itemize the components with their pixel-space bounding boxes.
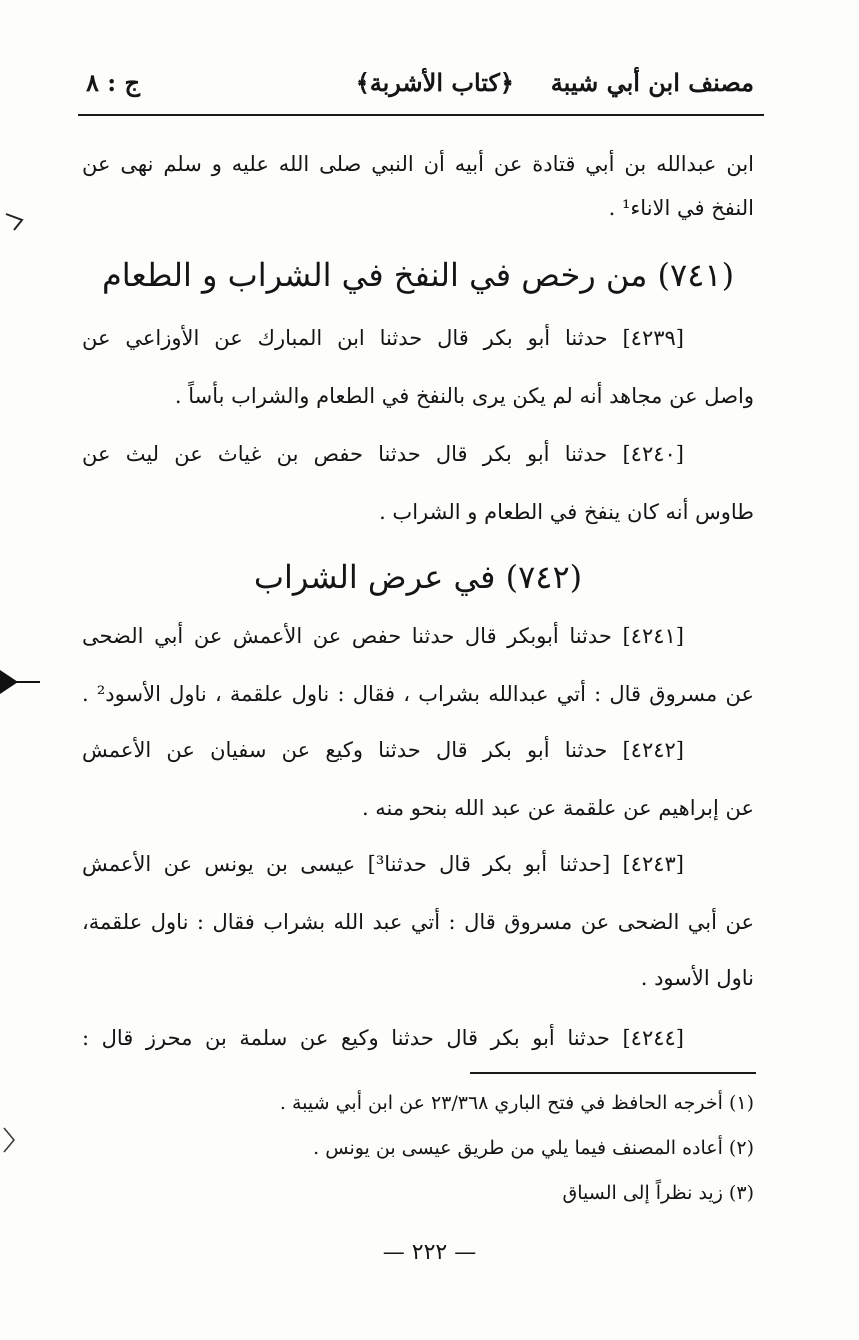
hadith-4243-line: عن أبي الضحى عن مسروق قال : أتي عبد الله بشراب فقال : ناول علقمة،	[82, 910, 754, 934]
header-rule	[78, 114, 764, 116]
footnote-3: (٣) زيد نظراً إلى السياق	[562, 1182, 754, 1204]
text-line: النفخ في الاناء¹ .	[608, 196, 754, 220]
hadith-4239-line: [٤٢٣٩] حدثنا أبو بكر قال حدثنا ابن المبارك عن الأوزاعي عن	[82, 326, 684, 350]
text-line: ابن عبدالله بن أبي قتادة عن أبيه أن النبي صلى الله عليه و سلم نهى عن	[82, 152, 754, 176]
scan-margin-mark	[0, 200, 40, 240]
hadith-4241-line: عن مسروق قال : أتي عبدالله بشراب ، فقال : ناول علقمة ، ناول الأسود² .	[82, 682, 754, 706]
hadith-4239-line: واصل عن مجاهد أنه لم يكن يرى بالنفخ في الطعام والشراب بأساً .	[174, 384, 754, 408]
page-number: — ٢٢٢ —	[382, 1240, 477, 1265]
running-header	[78, 62, 764, 114]
hadith-4244-line: [٤٢٤٤] حدثنا أبو بكر قال حدثنا وكيع عن سلمة بن محرز قال :	[82, 1026, 684, 1050]
book-title: مصنف ابن أبي شيبة	[550, 68, 754, 97]
chapter-heading-742: (٧٤٢) في عرض الشراب	[253, 558, 583, 596]
volume-number: ج : ٨	[86, 68, 140, 97]
hadith-4240-line: طاوس أنه كان ينفخ في الطعام و الشراب .	[379, 500, 754, 524]
hadith-4240-line: [٤٢٤٠] حدثنا أبو بكر قال حدثنا حفص بن غياث عن ليث عن	[82, 442, 684, 466]
footnote-2: (٢) أعاده المصنف فيما يلي من طريق عيسى بن يونس .	[313, 1137, 754, 1159]
scan-margin-mark	[0, 1120, 30, 1160]
section-title: ﴿كتاب الأشربة﴾	[355, 68, 514, 97]
footnote-rule	[470, 1072, 756, 1074]
hadith-4243-line: [٤٢٤٣] [حدثنا أبو بكر قال حدثنا³] عيسى بن يونس عن الأعمش	[82, 852, 684, 876]
footnote-1: (١) أخرجه الحافظ في فتح الباري ٢٣/٣٦٨ عن ابن أبي شيبة .	[279, 1092, 754, 1114]
hadith-4242-line: عن إبراهيم عن علقمة عن عبد الله بنحو منه .	[361, 796, 754, 820]
chapter-heading-741: (٧٤١) من رخص في النفخ في الشراب و الطعام	[101, 256, 735, 294]
hadith-4242-line: [٤٢٤٢] حدثنا أبو بكر قال حدثنا وكيع عن سفيان عن الأعمش	[82, 738, 684, 762]
hadith-4241-line: [٤٢٤١] حدثنا أبوبكر قال حدثنا حفص عن الأعمش عن أبي الضحى	[82, 624, 684, 648]
scan-ink-blot	[0, 660, 44, 704]
hadith-4243-line: ناول الأسود .	[640, 966, 754, 990]
